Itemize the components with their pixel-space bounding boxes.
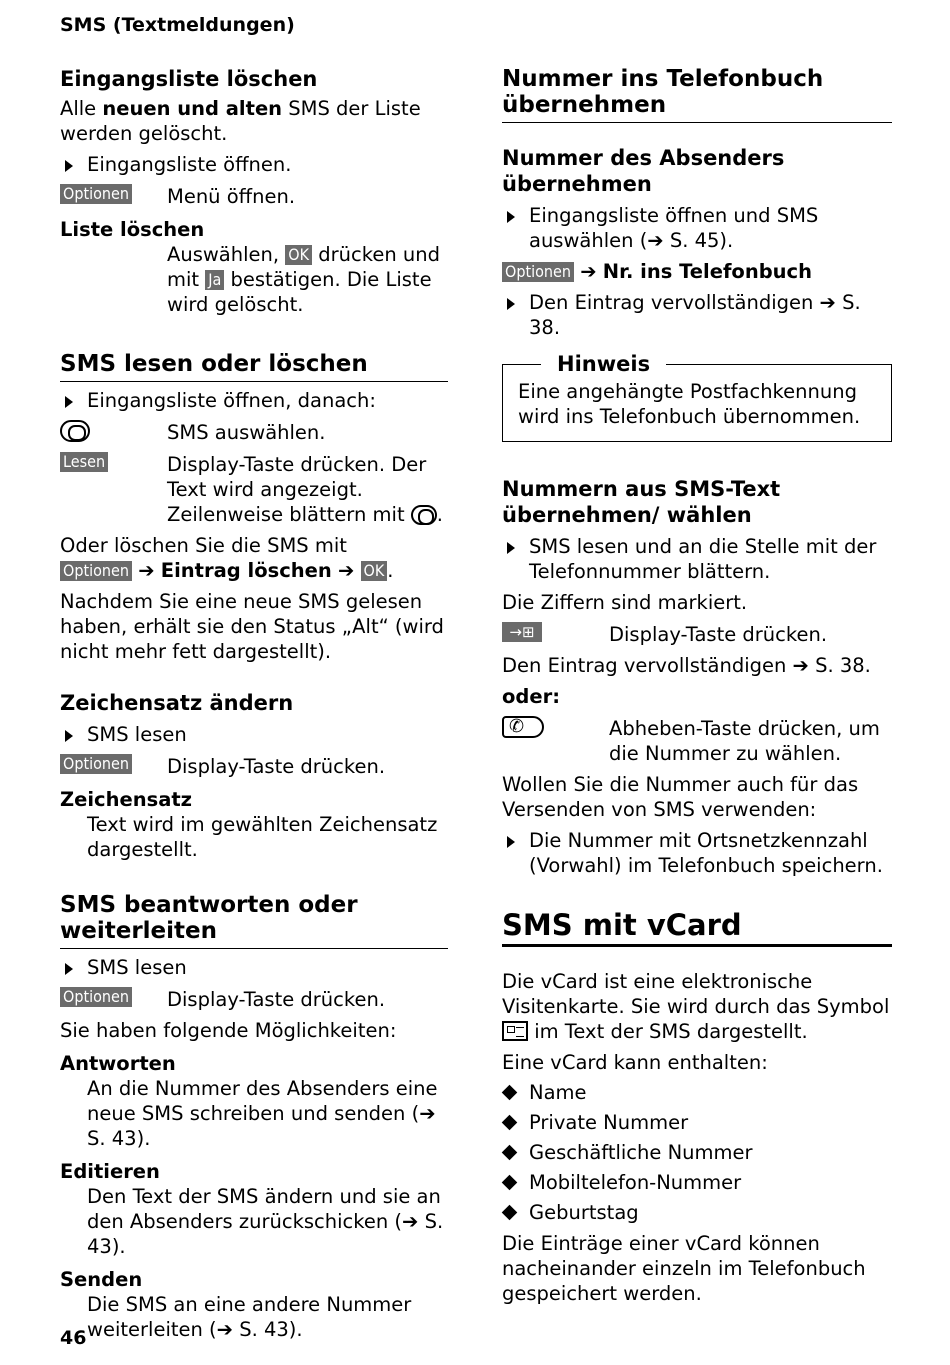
list-item	[502, 1200, 892, 1225]
step	[502, 203, 892, 253]
triangle-bullet-icon	[507, 211, 515, 223]
key-row	[60, 987, 448, 1012]
arrow-icon: ➔	[580, 260, 597, 283]
softkey-optionen: Optionen	[60, 987, 132, 1007]
step-text: Eingangsliste öffnen, danach:	[87, 389, 376, 412]
triangle-bullet-icon	[65, 396, 73, 408]
triangle-bullet-icon	[65, 160, 73, 172]
navigation-key-icon	[411, 505, 437, 525]
key-description: SMS auswählen.	[167, 421, 326, 444]
list-item	[502, 1170, 892, 1195]
arrow-icon: ➔	[337, 559, 355, 582]
key-row	[60, 754, 448, 779]
key-row	[60, 184, 448, 209]
step-text: Eingangsliste öffnen.	[87, 153, 292, 176]
softkey-optionen: Optionen	[502, 262, 574, 282]
list-item-text: Mobiltelefon-Nummer	[529, 1171, 742, 1194]
step	[502, 290, 892, 340]
list-item-text: Name	[529, 1081, 587, 1104]
softkey-optionen: Optionen	[60, 754, 132, 774]
step	[60, 388, 448, 413]
paragraph: Eine vCard kann enthalten:	[502, 1051, 768, 1074]
option-description: An die Nummer des Absenders eine neue SMS schreiben und senden (➔ S. 43).	[87, 1077, 438, 1150]
softkey-ja: Ja	[205, 270, 224, 290]
paragraph: Sie haben folgende Möglichkeiten:	[60, 1019, 397, 1042]
navigation-key-icon	[60, 420, 90, 442]
key-row	[502, 622, 892, 647]
text-bold: neuen und alten	[102, 97, 283, 120]
menu-label: Liste löschen	[60, 218, 205, 241]
list-item	[502, 1110, 892, 1135]
text: Alle	[60, 97, 103, 120]
paragraph: Die Einträge einer vCard können nacheinander einzeln im Telefonbuch gespeichert werden.	[502, 1232, 866, 1305]
step-text: Eingangsliste öffnen und SMS auswählen (➔ S. 45).	[529, 204, 819, 252]
key-row	[502, 716, 892, 766]
menu-item-text: Nr. ins Telefonbuch	[602, 260, 812, 283]
diamond-bullet-icon	[502, 1145, 518, 1161]
running-header: SMS (Textmeldungen)	[60, 14, 295, 36]
vcard-icon	[502, 1021, 528, 1041]
paragraph: Die Ziffern sind markiert.	[502, 591, 748, 614]
instruction-line	[60, 558, 448, 583]
option-label: Antworten	[60, 1052, 176, 1075]
softkey-lesen: Lesen	[60, 452, 108, 472]
paragraph-bold: oder:	[502, 685, 560, 708]
note-text: Eine angehängte Postfachkennung wird ins Telefonbuch übernommen.	[518, 380, 861, 428]
step-text: Die Nummer mit Ortsnetzkennzahl (Vorwahl) im Telefonbuch speichern.	[529, 829, 883, 877]
paragraph	[60, 96, 448, 146]
key-description: Display-Taste drücken.	[167, 988, 386, 1011]
softkey-optionen: Optionen	[60, 561, 132, 581]
text: bestätigen. Die Liste wird gelöscht.	[167, 268, 432, 316]
paragraph	[502, 969, 892, 1044]
triangle-bullet-icon	[507, 298, 515, 310]
arrow-icon: ➔	[138, 559, 155, 582]
paragraph: Nachdem Sie eine neue SMS gelesen haben, erhält sie den Status „Alt“ (wird nicht mehr fett dargestellt).	[60, 590, 444, 663]
step-text: SMS lesen	[87, 956, 187, 979]
text: Die vCard ist eine elektronische Visitenkarte. Sie wird durch das Symbol	[502, 970, 890, 1018]
step	[60, 955, 448, 980]
key-description: Display-Taste drücken.	[167, 755, 386, 778]
triangle-bullet-icon	[507, 542, 515, 554]
triangle-bullet-icon	[65, 730, 73, 742]
menu-item-text: Eintrag löschen	[160, 559, 332, 582]
phonebook-key-icon: →⊞	[502, 622, 542, 642]
list-item-text: Geschäftliche Nummer	[529, 1141, 753, 1164]
key-row	[60, 452, 448, 527]
list-item	[502, 1080, 892, 1105]
talk-key-icon	[502, 716, 544, 738]
step	[502, 534, 892, 584]
text: .	[387, 559, 394, 582]
key-description: Display-Taste drücken.	[609, 623, 828, 646]
paragraph: Text wird im gewählten Zeichensatz dargestellt.	[87, 813, 438, 861]
text: drücken und mit	[167, 243, 440, 291]
key-description	[60, 452, 448, 527]
note-title: Hinweis	[541, 351, 666, 377]
section-title-sms-lesen: SMS lesen oder löschen	[60, 351, 448, 382]
text: .	[436, 503, 443, 526]
section-title-sms-beantworten: SMS beantworten oder weiterleiten	[60, 892, 448, 949]
subsection-title: Nummern aus SMS-Text übernehmen/ wählen	[502, 477, 781, 527]
list-item	[502, 1140, 892, 1165]
diamond-bullet-icon	[502, 1175, 518, 1191]
list-item-text: Geburtstag	[529, 1201, 639, 1224]
softkey-optionen: Optionen	[60, 184, 132, 204]
triangle-bullet-icon	[65, 963, 73, 975]
step-text: SMS lesen und an die Stelle mit der Telefonnummer blättern.	[529, 535, 877, 583]
section-title-zeichensatz: Zeichensatz ändern	[60, 691, 294, 715]
step	[502, 828, 892, 878]
option-description: Die SMS an eine andere Nummer weiterleiten (➔ S. 43).	[87, 1293, 412, 1341]
paragraph: Wollen Sie die Nummer auch für das Versenden von SMS verwenden:	[502, 773, 859, 821]
step	[60, 722, 448, 747]
section-title-nummer-ins-telefonbuch: Nummer ins Telefonbuch übernehmen	[502, 66, 892, 123]
note-box	[502, 352, 892, 442]
key-row	[60, 420, 448, 445]
step	[60, 152, 448, 177]
triangle-bullet-icon	[507, 836, 515, 848]
paragraph: Oder löschen Sie die SMS mit	[60, 534, 347, 557]
left-column	[60, 66, 448, 1342]
key-description: Menü öffnen.	[167, 185, 296, 208]
diamond-bullet-icon	[502, 1085, 518, 1101]
instruction-line	[502, 259, 892, 284]
diamond-bullet-icon	[502, 1115, 518, 1131]
section-title-sms-mit-vcard: SMS mit vCard	[502, 908, 892, 947]
text: SMS der Liste werden gelöscht.	[60, 97, 421, 145]
page-number: 46	[60, 1327, 87, 1349]
key-description: Abheben-Taste drücken, um die Nummer zu wählen.	[609, 717, 880, 765]
text: Display-Taste drücken. Der Text wird angezeigt. Zeilenweise blättern mit	[167, 453, 427, 526]
list-item-text: Private Nummer	[529, 1111, 689, 1134]
softkey-ok: OK	[361, 561, 388, 581]
option-label: Editieren	[60, 1160, 160, 1183]
paragraph: Den Eintrag vervollständigen ➔ S. 38.	[502, 654, 871, 677]
right-column	[502, 66, 892, 1306]
step-text: Den Eintrag vervollständigen ➔ S. 38.	[529, 291, 861, 339]
option-label: Senden	[60, 1268, 143, 1291]
step-text: SMS lesen	[87, 723, 187, 746]
softkey-ok: OK	[285, 245, 312, 265]
text: Auswählen,	[167, 243, 286, 266]
menu-label: Zeichensatz	[60, 788, 193, 811]
text: im Text der SMS dargestellt.	[528, 1020, 808, 1043]
option-description: Den Text der SMS ändern und sie an den Absenders zurückschicken (➔ S. 43).	[87, 1185, 444, 1258]
paragraph	[60, 242, 448, 317]
diamond-bullet-icon	[502, 1205, 518, 1221]
subsection-title: Nummer des Absenders übernehmen	[502, 146, 785, 196]
section-title-eingangsliste-loeschen: Eingangsliste löschen	[60, 67, 318, 91]
